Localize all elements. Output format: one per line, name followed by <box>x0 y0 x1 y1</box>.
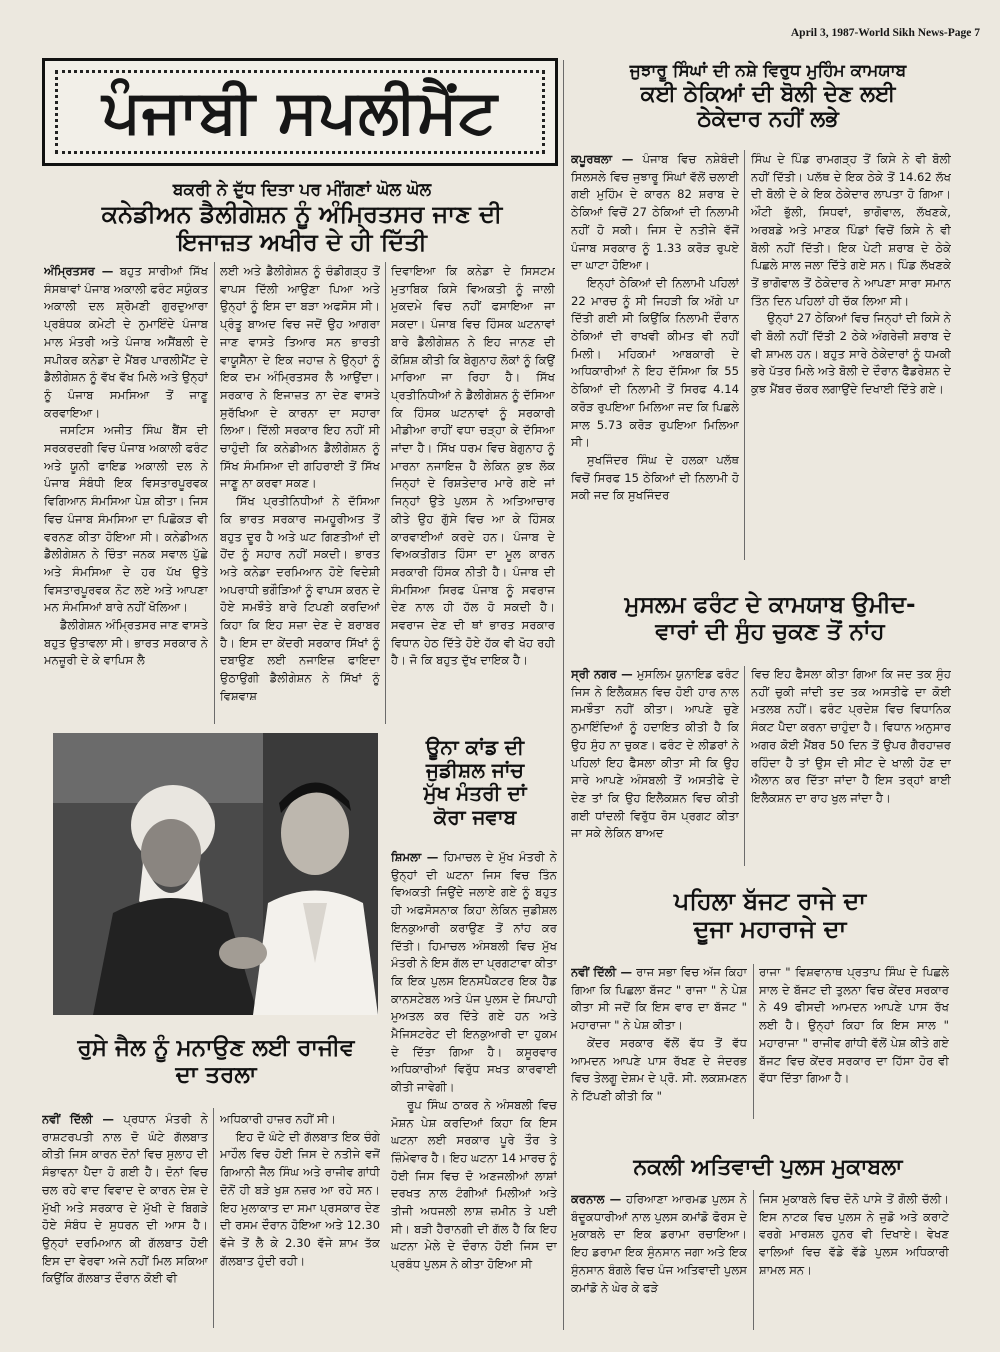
column-rule <box>744 666 745 866</box>
rajiv-headline <box>30 1035 402 1088</box>
delegation-column-1 <box>44 263 208 725</box>
contractors-column-2 <box>751 151 951 561</box>
paragraph: ਸੁਖਜਿੰਦਰ ਸਿੰਘ ਦੇ ਹਲਕਾ ਪਲੱਥ ਵਿਚੋਂ ਸਿਰਫ 15 ਠੇਕਿਆਂ ਦੀ ਨਿਲਾਮੀ ਹੋ ਸਕੀ ਜਦ ਕਿ ਸੁਖਜਿੰਦਰ <box>571 452 739 503</box>
face-shape <box>281 791 349 875</box>
muslim-front-column-2 <box>751 666 951 866</box>
budget-column-1 <box>571 964 747 1122</box>
paragraph: ਰਾਜਾ " ਵਿਸ਼ਵਾਨਾਥ ਪ੍ਰਤਾਪ ਸਿੰਘ ਦੇ ਪਿਛਲੇ ਸਾਲ ਦੇ ਬੱਜਟ ਦੀ ਤੁਲਨਾ ਵਿਚ ਕੇਂਦਰ ਸਰਕਾਰ ਨੇ 49 ਫੀਸਦੀ ਆਮਦਨ ਆਪਣੇ ਪਾਸ ਰੱਖ ਲਈ ਹੈ। ਉਨ੍ਹਾਂ ਕਿਹਾ ਕਿ ਇਸ ਸਾਲ " ਮਹਾਰਾਜਾ " ਰਾਜੀਵ ਗਾਂਧੀ ਵੱਲੋਂ ਪੇਸ਼ ਕੀਤੇ ਗਏ ਬੱਜਟ ਵਿਚ ਕੇਂਦਰ ਸਰਕਾਰ ਦਾ ਹਿੱਸਾ ਹੋਰ ਵੀ ਵੱਧਾ ਦਿੱਤਾ ਗਿਆ ਹੈ। <box>759 965 949 1086</box>
masthead-title: ਪੰਜਾਬੀ ਸਪਲੀਮੈਂਟ <box>102 77 498 147</box>
paragraph: ਇਹ ਦੋ ਘੰਟੇ ਦੀ ਗੱਲਬਾਤ ਇਕ ਚੰਗੇ ਮਾਹੌਲ ਵਿਚ ਹੋਈ ਜਿਸ ਦੇ ਨਤੀਜੇ ਵਜੋਂ ਗਿਆਨੀ ਜੈਲ ਸਿੰਘ ਅਤੇ ਰਾਜੀਵ ਗਾਂਧੀ ਦੋਨੋਂ ਹੀ ਬੜੇ ਖੁਸ਼ ਨਜ਼ਰ ਆ ਰਹੇ ਸਨ। ਇਹ ਮੁਲਾਕਾਤ ਦਾ ਸਮਾ ਪ੍ਰਸਕਾਰ ਦੇਣ ਦੀ ਰਸਮ ਦੌਰਾਨ ਹੋਇਆ ਅਤੇ 12.30 ਵੱਜੇ ਤੋਂ ਲੈ ਕੇ 2.30 ਵੱਜੇ ਸ਼ਾਮ ਤੱਕ ਗੱਲਬਾਤ ਹੁੰਦੀ ਰਹੀ। <box>220 1129 380 1268</box>
paragraph: ਅਧਿਕਾਰੀ ਹਾਜ਼ਰ ਨਹੀਂ ਸੀ। <box>220 1112 337 1126</box>
headline-line: ਕੋਰਾ ਜਵਾਬ <box>433 804 517 829</box>
headline-line: ਕਨੇਡੀਅਨ ਡੈਲੀਗੇਸ਼ਨ ਨੂੰ ਅੰਮ੍ਰਿਤਸਰ ਜਾਣ ਦੀ <box>101 199 503 228</box>
paragraph: ਰਾਜ ਸਭਾ ਵਿਚ ਅੱਜ ਕਿਹਾ ਗਿਆ ਕਿ ਪਿਛਲਾ ਬੱਜਟ " ਰਾਜਾ " ਨੇ ਪੇਸ਼ ਕੀਤਾ ਸੀ ਜਦੋਂ ਕਿ ਇਸ ਵਾਰ ਦਾ ਬੱਜਟ " ਮਹਾਰਾਜਾ " ਨੇ ਪੇਸ਼ ਕੀਤਾ। <box>571 965 747 1033</box>
paragraph: ਮੁਸਲਿਮ ਯੁਨਾਇਡ ਫਰੰਟ ਜਿਸ ਨੇ ਇਲੈਕਸ਼ਨ ਵਿਚ ਹੋਈ ਹਾਰ ਨਾਲ ਸਮਝੌਤਾ ਨਹੀਂ ਕੀਤਾ। ਆਪਣੇ ਚੁਣੇ ਨੁਮਾਇੰਦਿਆਂ ਨੂੰ ਹਦਾਇਤ ਕੀਤੀ ਹੈ ਕਿ ਉਹ ਸੁੰਹ ਨਾ ਚੁਕਣ। ਫਰੰਟ ਦੇ ਲੀਡਰਾਂ ਨੇ ਪਹਿਲਾਂ ਇਹ ਫੈਸਲਾ ਕੀਤਾ ਸੀ ਕਿ ਉਹ ਸਾਰੇ ਆਪਣੇ ਅੰਸਬਲੀ ਤੋਂ ਅਸਤੀਫੇ ਦੇ ਦੇਣ ਤਾਂ ਕਿ ਉਹ ਇਲੈਕਸ਼ਨ ਵਿਚ ਕੀਤੀ ਗਈ ਧਾਂਦਲੀ ਵਿਰੁੱਧ ਰੋਸ ਪ੍ਰਗਟ ਕੀਤਾ ਜਾ ਸਕੇ ਲੇਕਿਨ ਬਾਅਦ <box>571 667 739 841</box>
una-headline <box>387 736 563 829</box>
headline-line: ਜੁਡੀਸ਼ਲ ਜਾਂਚ <box>425 758 525 783</box>
encounter-headline <box>568 1155 968 1181</box>
dateline: ਕਪੂਰਥਲਾ — <box>571 152 634 166</box>
muslim-front-column-1 <box>571 666 739 866</box>
paragraph: ਹਰਿਆਣਾ ਆਰਮਡ ਪੁਲਸ ਨੇ ਬੰਦੂਕਧਾਰੀਆਂ ਨਾਲ ਪੁਲਸ ਕਮਾਂਡੋ ਫੋਰਸ ਦੇ ਮੁਕਾਬਲੇ ਦਾ ਇਕ ਡਰਾਮਾ ਰਚਾਇਆ। ਇਹ ਡਰਾਮਾ ਇਕ ਸੁੰਨਸਾਨ ਜਗਾ ਅਤੇ ਇਕ ਸੁੰਨਸਾਨ ਬੰਗਲੇ ਵਿਚ ਪੰਜ ਅਤਿਵਾਦੀ ਪੁਲਸ ਕਮਾਂਡੋ ਨੇ ਘੇਰ ਕੇ ਫੜੇ <box>571 1192 747 1295</box>
budget-column-2 <box>759 964 949 1122</box>
paragraph: ਪੰਜਾਬ ਵਿਚ ਨਸ਼ੇਬੰਦੀ ਸਿਲਸਲੇ ਵਿਚ ਜੁਝਾਰੂ ਸਿੰਘਾਂ ਵੱਲੋਂ ਚਲਾਈ ਗਈ ਮੁਹਿੰਮ ਦੇ ਕਾਰਨ 82 ਸ਼ਰਾਬ ਦੇ ਠੇਕਿਆਂ ਵਿਚੋਂ 27 ਠੇਕਿਆਂ ਦੀ ਨਿਲਾਮੀ ਨਹੀਂ ਹੋ ਸਕੀ। ਜਿਸ ਦੇ ਨਤੀਜੇ ਵੱਜੋਂ ਪੰਜਾਬ ਸਰਕਾਰ ਨੂੰ 1.33 ਕਰੋੜ ਰੁਪਏ ਦਾ ਘਾਟਾ ਹੋਇਆ। <box>571 152 739 273</box>
headline-line: ਜੁਝਾਰੂ ਸਿੰਘਾਂ ਦੀ ਨਸ਼ੇ ਵਿਰੁਧ ਮੁਹਿੰਮ ਕਾਮਯਾਬ <box>629 61 907 81</box>
paragraph: ਵਿਚ ਇਹ ਫੈਸਲਾ ਕੀਤਾ ਗਿਆ ਕਿ ਜਦ ਤਕ ਸੁੰਹ ਨਹੀਂ ਚੁਕੀ ਜਾਂਦੀ ਤਦ ਤਕ ਅਸਤੀਫੇ ਦਾ ਕੋਈ ਮਤਲਬ ਨਹੀਂ। ਫਰੰਟ ਪ੍ਰਦੇਸ਼ ਵਿਚ ਵਿਧਾਨਿਕ ਸੰਕਟ ਪੈਦਾ ਕਰਨਾ ਚਾਹੁੰਦਾ ਹੈ। ਵਿਧਾਨ ਅਨੁਸਾਰ ਅਗਰ ਕੋਈ ਮੈਂਬਰ 50 ਦਿਨ ਤੋਂ ਉਪਰ ਗੈਰਹਾਜ਼ਰ ਰਹਿੰਦਾ ਹੈ ਤਾਂ ਉਸ ਦੀ ਸੀਟ ਦੇ ਖਾਲੀ ਹੋਣ ਦਾ ਐਲਾਨ ਕਰ ਦਿੱਤਾ ਜਾਂਦਾ ਹੈ ਇਸ ਤਰ੍ਹਾਂ ਬਾਈ ਇਲੈਕਸ਼ਨ ਦਾ ਰਾਹ ਖੁਲ ਜਾਂਦਾ ਹੈ। <box>751 667 951 805</box>
page-folio: April 3, 1987-World Sikh News-Page 7 <box>790 27 980 39</box>
headline-line: ਦੂਜਾ ਮਹਾਰਾਜੇ ਦਾ <box>693 914 847 943</box>
column-rule <box>753 964 754 1119</box>
dateline: ਸ਼ਿਮਲਾ — <box>391 850 439 864</box>
headline-line: ਵਾਰਾਂ ਦੀ ਸੁੰਹ ਚੁਕਣ ਤੋਂ ਨਾਂਹ <box>655 618 885 645</box>
contractors-headline <box>570 62 966 133</box>
headline-line: ਪਹਿਲਾ ਬੱਜਟ ਰਾਜੇ ਦਾ <box>673 887 867 915</box>
paragraph: ਕੇਂਦਰ ਸਰਕਾਰ ਵੱਲੋਂ ਵੱਧ ਤੋਂ ਵੱਧ ਆਮਦਨ ਆਪਣੇ ਪਾਸ ਰੱਖਣ ਦੇ ਜੰਦਰਭ ਵਿਚ ਤੇਲਗੂ ਦੇਸ਼ਮ ਦੇ ਪ੍ਰੋ. ਸੀ. ਲਕਸ਼ਮਣਨ ਨੇ ਟਿੱਪਣੀ ਕੀਤੀ ਕਿ " <box>571 1035 747 1103</box>
dateline: ਨਵੀਂ ਦਿੱਲੀ — <box>571 965 633 979</box>
column-rule <box>385 262 386 724</box>
budget-headline <box>570 888 970 944</box>
dateline: ਸ੍ਰੀ ਨਗਰ — <box>571 667 633 681</box>
delegation-column-2 <box>220 263 380 725</box>
paragraph: ਬਹੁਤ ਸਾਰੀਆਂ ਸਿੱਖ ਸੰਸਥਾਵਾਂ ਪੰਜਾਬ ਅਕਾਲੀ ਫਰੰਟ ਸਯੁੰਕਤ ਅਕਾਲੀ ਦਲ ਸ਼੍ਰੋਮਣੀ ਗੁਰਦੁਆਰਾ ਪ੍ਰਬੰਧਕ ਕਮੇਟੀ ਦੇ ਨੁਮਾਇੰਦੇ ਪੰਜਾਬ ਮਾਲ ਮੰਤਰੀ ਅਤੇ ਪੰਜਾਬ ਅਸੈਂਬਲੀ ਦੇ ਸਪੀਕਰ ਕਨੇਡਾ ਦੇ ਮੈਂਬਰ ਪਾਰਲੀਮੈਂਟ ਦੇ ਡੈਲੀਗੇਸ਼ਨ ਨੂੰ ਵੱਖ ਵੱਖ ਮਿਲੇ ਅਤੇ ਉਨ੍ਹਾਂ ਨੂੰ ਪੰਜਾਬ ਸਮਸਿਆ ਤੋਂ ਜਾਣੂ ਕਰਵਾਇਆ। <box>44 264 208 420</box>
headline-line: ਰੁਸੇ ਜੈਲ ਨੂੰ ਮਨਾਉਣ ਲਈ ਰਾਜੀਵ <box>77 1035 355 1061</box>
headline-line: ਦਾ ਤਰਲਾ <box>175 1061 257 1088</box>
dateline: ਅੰਮ੍ਰਿਤਸਰ — <box>44 264 114 278</box>
paragraph: ਦਿਵਾਇਆ ਕਿ ਕਨੇਡਾ ਦੇ ਸਿਸਟਮ ਮੁਤਾਬਿਕ ਕਿਸੇ ਵਿਅਕਤੀ ਨੂੰ ਜਾਲੀ ਮੁਕਦਮੇ ਵਿਚ ਨਹੀਂ ਫਸਾਇਆ ਜਾ ਸਕਦਾ। ਪੰਜਾਬ ਵਿਚ ਹਿੰਸਕ ਘਟਨਾਵਾਂ ਬਾਰੇ ਡੈਲੀਗੇਸ਼ਨ ਨੇ ਇਹ ਜਾਨਣ ਦੀ ਕੋਸ਼ਿਸ਼ ਕੀਤੀ ਕਿ ਬੇਗੁਨਾਹ ਲੋਕਾਂ ਨੂੰ ਕਿਉਂ ਮਾਰਿਆ ਜਾ ਰਿਹਾ ਹੈ। ਸਿੱਖ ਪ੍ਰਤੀਨਿਧੀਆਂ ਨੇ ਡੈਲੀਗੇਸ਼ਨ ਨੂੰ ਦੱਸਿਆ ਕਿ ਹਿੰਸਕ ਘਟਨਾਵਾਂ ਨੂੰ ਸਰਕਾਰੀ ਮੀਡੀਆ ਰਾਹੀਂ ਵਧਾ ਚੜ੍ਹਾ ਕੇ ਦੱਸਿਆ ਜਾਂਦਾ ਹੈ। ਸਿੱਖ ਧਰਮ ਵਿਚ ਬੇਗੁਨਾਹ ਨੂੰ ਮਾਰਨਾ ਨਜਾਇਜ਼ ਹੈ ਲੇਕਿਨ ਕੁਝ ਲੋਕ ਜਿਨ੍ਹਾਂ ਦੇ ਰਿਸ਼ਤੇਦਾਰ ਮਾਰੇ ਗਏ ਜਾਂ ਜਿਨ੍ਹਾਂ ਉਤੇ ਪੁਲਸ ਨੇ ਅਤਿਆਚਾਰ ਕੀਤੇ ਉਹ ਗੁੱਸੇ ਵਿਚ ਆ ਕੇ ਹਿੰਸਕ ਕਾਰਵਾਈਆਂ ਕਰਦੇ ਹਨ। ਪੰਜਾਬ ਦੇ ਵਿਅਕਤੀਗਤ ਹਿੰਸਾ ਦਾ ਮੂਲ ਕਾਰਨ ਸਰਕਾਰੀ ਹਿੰਸਕ ਨੀਤੀ ਹੈ। ਪੰਜਾਬ ਦੀ ਸੰਮਸਿਆ ਸਿਰਫ ਪੰਜਾਬ ਨੂੰ ਸਵਰਾਜ ਦੇਣ ਨਾਲ ਹੀ ਹੱਲ ਹੋ ਸਕਦੀ ਹੈ। ਸਵਰਾਜ ਦੇਣ ਦੀ ਥਾਂ ਭਾਰਤ ਸਰਕਾਰ ਵਿਧਾਨ ਹੇਠ ਦਿੱਤੇ ਹੋਏ ਹੱਕ ਵੀ ਖੋਹ ਰਹੀ ਹੈ। ਜੋ ਕਿ ਬਹੁਤ ਦੁੱਖ ਦਾਇਕ ਹੈ। <box>391 264 555 668</box>
photo-graphic <box>53 733 378 1015</box>
headline-line: ਮੁਸਲਮ ਫਰੰਟ ਦੇ ਕਾਮਯਾਬ ਉਮੀਦ- <box>624 592 916 618</box>
masthead-border <box>55 70 545 154</box>
headline-line: ਇਜਾਜ਼ਤ ਅਖੀਰ ਦੇ ਹੀ ਦਿੱਤੀ <box>177 227 427 256</box>
column-rule <box>744 150 745 560</box>
muslim-front-headline <box>570 592 970 645</box>
paragraph: ਜਿਸ ਮੁਕਾਬਲੇ ਵਿਚ ਦੋਨੋ ਪਾਸੇ ਤੋਂ ਗੋਲੀ ਚੱਲੀ। ਇਸ ਨਾਟਕ ਵਿਚ ਪੁਲਸ ਨੇ ਜੁਡੋ ਅਤੇ ਕਰਾਟੇ ਵਰਗੇ ਮਾਰਸ਼ਲ ਹੁਨਰ ਵੀ ਦਿਖਾਏ। ਵੇਖਣ ਵਾਲਿਆਂ ਵਿਚ ਵੱਡੇ ਵੱਡੇ ਪੁਲਸ ਅਧਿਕਾਰੀ ਸ਼ਾਮਲ ਸਨ। <box>759 1192 949 1277</box>
paragraph: ਲਈ ਅਤੇ ਡੈਲੀਗੇਸ਼ਨ ਨੂੰ ਚੰਡੀਗੜ੍ਹ ਤੋਂ ਵਾਪਸ ਦਿੱਲੀ ਆਉਣਾ ਪਿਆ ਅਤੇ ਉਨ੍ਹਾਂ ਨੂੰ ਇਸ ਦਾ ਬੜਾ ਅਫਸੋਸ ਸੀ। ਪ੍ਰੰਤੂ ਬਾਅਦ ਵਿਚ ਜਦੋਂ ਉਹ ਆਗਰਾ ਜਾਣ ਵਾਸਤੇ ਤਿਆਰ ਸਨ ਭਾਰਤੀ ਵਾਯੂਸੈਨਾ ਦੇ ਇਕ ਜਹਾਜ਼ ਨੇ ਉਨ੍ਹਾਂ ਨੂੰ ਇਕ ਦਮ ਅੰਮ੍ਰਿਤਸਰ ਲੈ ਆਉਂਦਾ। ਸਰਕਾਰ ਨੇ ਇਜਾਜ਼ਤ ਨਾ ਦੇਣ ਵਾਸਤੇ ਸੁਰੱਖਿਆ ਦੇ ਕਾਰਨਾ ਦਾ ਸਹਾਰਾ ਲਿਆ। ਦਿੱਲੀ ਸਰਕਾਰ ਇਹ ਨਹੀਂ ਸੀ ਚਾਹੁੰਦੀ ਕਿ ਕਨੇਡੀਅਨ ਡੈਲੀਗੇਸ਼ਨ ਨੂੰ ਸਿੱਖ ਸੰਮਸਿਆ ਦੀ ਗਹਿਰਾਈ ਤੋਂ ਸਿੱਖ ਜਾਣੂ ਨਾ ਕਰਵਾ ਸਕਣ। <box>220 264 380 491</box>
masthead <box>42 58 558 166</box>
paragraph: ਜਸਟਿਸ ਅਜੀਤ ਸਿੰਘ ਬੈਂਸ ਦੀ ਸਰਕਰਦਗੀ ਵਿਚ ਪੰਜਾਬ ਅਕਾਲੀ ਫਰੰਟ ਅਤੇ ਯੂਨੀ ਫਾਇਡ ਅਕਾਲੀ ਦਲ ਨੇ ਪੰਜਾਬ ਸੰਬੰਧੀ ਇਕ ਵਿਸਤਾਰਪੂਰਵਕ ਵਿਗਿਆਨ ਸੰਮਸਿਆ ਪੇਸ਼ ਕੀਤਾ। ਜਿਸ ਵਿਚ ਪੰਜਾਬ ਸੰਮਸਿਆ ਦਾ ਪਿਛੋਕੜ ਵੀ ਵਰਨਣ ਕੀਤਾ ਹੋਇਆ ਸੀ। ਕਨੇਡੀਅਨ ਡੈਲੀਗੇਸ਼ਨ ਨੇ ਚਿੰਤਾ ਜਨਕ ਸਵਾਲ ਪੁੱਛੇ ਅਤੇ ਸੰਮਸਿਆ ਦੇ ਹਰ ਪੱਖ ਉਤੇ ਵਿਸਤਾਰਪੂਰਵਕ ਨੋਟ ਲਏ ਅਤੇ ਆਪਣਾ ਮਨ ਸੰਮਸਿਆਂ ਬਾਰੇ ਨਹੀਂ ਖੋਲਿਆ। <box>44 423 208 615</box>
rajiv-column-2 <box>220 1111 380 1333</box>
news-photo <box>53 733 378 1015</box>
headline-line: ਮੁੱਖ ਮੰਤਰੀ ਦਾਂ <box>423 781 527 806</box>
headline-line: ਕਈ ਠੇਕਿਆਂ ਦੀ ਬੋਲੀ ਦੇਣ ਲਈ <box>640 81 896 107</box>
encounter-column-1 <box>571 1191 747 1333</box>
paragraph: ਹਿਮਾਚਲ ਦੇ ਮੁੱਖ ਮੰਤਰੀ ਨੇ ਉਨ੍ਹਾਂ ਦੀ ਘਟਨਾ ਜਿਸ ਵਿਚ ਤਿੰਨ ਵਿਅਕਤੀ ਜਿਉਂਦੇ ਜਲਾਏ ਗਏ ਨੂੰ ਬਹੁਤ ਹੀ ਅਫਸੋਸਨਾਕ ਕਿਹਾ ਲੇਕਿਨ ਜੁਡੀਸ਼ਲ ਇਨਕੁਆਰੀ ਕਰਾਉਣ ਤੋਂ ਨਾਂਹ ਕਰ ਦਿੱਤੀ। ਹਿਮਾਚਲ ਅੰਸਬਲੀ ਵਿਚ ਮੁੱਖ ਮੰਤਰੀ ਨੇ ਇਸ ਗੱਲ ਦਾ ਪ੍ਰਗਟਾਵਾ ਕੀਤਾ ਕਿ ਇਕ ਪੁਲਸ ਇਨਸਪੈਕਟਰ ਇਕ ਹੈਡ ਕਾਨਸਟੇਬਲ ਅਤੇ ਪੰਜ ਪੁਲਸ ਦੇ ਸਿਪਾਹੀ ਮੁਅਤਲ ਕਰ ਦਿੱਤੇ ਗਏ ਹਨ ਅਤੇ ਮੈਜਿਸਟਰੇਟ ਦੀ ਇਨਕੁਆਰੀ ਦਾ ਹੁਕਮ ਦੇ ਦਿੱਤਾ ਗਿਆ ਹੈ। ਕਸੂਰਵਾਰ ਅਧਿਕਾਰੀਆਂ ਵਿਰੁੱਧ ਸਖਤ ਕਾਰਵਾਈ ਕੀਤੀ ਜਾਵੇਗੀ। <box>391 850 557 1095</box>
column-rule <box>563 60 564 1330</box>
rajiv-column-1 <box>42 1111 208 1333</box>
headline-line: ਨਕਲੀ ਅਤਿਵਾਦੀ ਪੁਲਸ ਮੁਕਾਬਲਾ <box>633 1155 903 1180</box>
delegation-column-3 <box>391 263 555 725</box>
headline-line: ਬਕਰੀ ਨੇ ਦੁੱਧ ਦਿਤਾ ਪਰ ਮੀਂਗਣਾਂ ਘੋਲ ਘੋਲ <box>172 180 432 200</box>
paragraph: ਡੈਲੀਗੇਸ਼ਨ ਅੰਮ੍ਰਿਤਸਰ ਜਾਣ ਵਾਸਤੇ ਬਹੁਤ ਉਤਾਵਲਾ ਸੀ। ਭਾਰਤ ਸਰਕਾਰ ਨੇ ਮਨਜ਼ੂਰੀ ਦੇ ਕੇ ਵਾਪਿਸ ਲੈ <box>44 618 208 668</box>
paragraph: ਪ੍ਰਧਾਨ ਮੰਤਰੀ ਨੇ ਰਾਸ਼ਟਰਪਤੀ ਨਾਲ ਦੋ ਘੰਟੇ ਗੱਲਬਾਤ ਕੀਤੀ ਜਿਸ ਕਾਰਨ ਦੋਨਾਂ ਵਿਚ ਸੁਲਾਹ ਦੀ ਸੰਭਾਵਨਾ ਪੈਦਾ ਹੋ ਗਈ ਹੈ। ਦੋਨਾਂ ਵਿਚ ਚਲ ਰਹੇ ਵਾਦ ਵਿਵਾਦ ਦੇ ਕਾਰਨ ਦੇਸ਼ ਦੇ ਮੁੱਖੀ ਅਤੇ ਸਰਕਾਰ ਦੇ ਮੁੱਖੀ ਦੇ ਬਿਗੜੇ ਹੋਏ ਸੰਬੰਧ ਦੇ ਸੁਧਰਨ ਦੀ ਆਸ ਹੈ। ਉਨ੍ਹਾਂ ਦਰਮਿਆਨ ਕੀ ਗੱਲਬਾਤ ਹੋਈ ਇਸ ਦਾ ਵੇਰਵਾ ਅਜੇ ਨਹੀਂ ਮਿਲ ਸਕਿਆ ਕਿਉਂਕਿ ਗੱਲਬਾਤ ਦੌਰਾਨ ਕੋਈ ਵੀ <box>42 1112 208 1286</box>
column-rule <box>753 1190 754 1330</box>
headline-line: ਊਨਾ ਕਾਂਡ ਦੀ <box>425 735 525 759</box>
dateline: ਨਵੀਂ ਦਿੱਲੀ — <box>42 1112 115 1126</box>
paragraph: ਰੂਪ ਸਿੰਘ ਠਾਕਰ ਨੇ ਅੰਸਬਲੀ ਵਿਚ ਮੋਸ਼ਨ ਪੇਸ਼ ਕਰਦਿਆਂ ਕਿਹਾ ਕਿ ਇਸ ਘਟਨਾ ਲਈ ਸਰਕਾਰ ਪੂਰੇ ਤੌਰ ਤੇ ਜ਼ਿੰਮੇਵਾਰ ਹੈ। ਇਹ ਘਟਨਾ 14 ਮਾਰਚ ਨੂੰ ਹੋਈ ਜਿਸ ਵਿਚ ਦੋ ਅਣਜਲੀਆਂ ਲਾਸ਼ਾਂ ਦਰਖਤ ਨਾਲ ਟੰਗੀਆਂ ਮਿਲੀਆਂ ਅਤੇ ਤੀਜੀ ਅਧਜਲੀ ਲਾਸ਼ ਜ਼ਮੀਨ ਤੇ ਪਈ ਸੀ। ਬੜੀ ਹੈਰਾਨਗੀ ਦੀ ਗੱਲ ਹੈ ਕਿ ਇਹ ਘਟਨਾ ਮੇਲੇ ਦੇ ਦੌਰਾਨ ਹੋਈ ਜਿਸ ਦਾ ਪ੍ਰਬੰਧ ਪੁਲਸ ਨੇ ਕੀਤਾ ਹੋਇਆ ਸੀ <box>391 1097 557 1272</box>
delegation-headline <box>42 181 562 256</box>
encounter-column-2 <box>759 1191 949 1333</box>
column-rule <box>214 262 215 724</box>
headline-line: ਠੇਕੇਦਾਰ ਨਹੀਂ ਲਭੇ <box>697 107 839 133</box>
una-column-1 <box>391 849 557 1334</box>
dateline: ਕਰਨਾਲ — <box>571 1192 622 1206</box>
paragraph: ਇਨ੍ਹਾਂ ਠੇਕਿਆਂ ਦੀ ਨਿਲਾਮੀ ਪਹਿਲਾਂ 22 ਮਾਰਚ ਨੂੰ ਸੀ ਜਿਹੜੀ ਕਿ ਅੱਗੇ ਪਾ ਦਿੱਤੀ ਗਈ ਸੀ ਕਿਉਂਕਿ ਨਿਲਾਮੀ ਦੌਰਾਨ ਠੇਕਿਆਂ ਦੀ ਰਾਖਵੀ ਕੀਮਤ ਵੀ ਨਹੀਂ ਮਿਲੀ। ਮਹਿਕਮਾਂ ਆਬਕਾਰੀ ਦੇ ਅਧਿਕਾਰੀਆਂ ਨੇ ਇਹ ਦੱਸਿਆ ਕਿ 55 ਠੇਕਿਆਂ ਦੀ ਨਿਲਾਮੀ ਤੋਂ ਸਿਰਫ 4.14 ਕਰੋੜ ਰੁਪਇਆ ਮਿਲਿਆ ਜਦ ਕਿ ਪਿਛਲੇ ਸਾਲ 5.73 ਕਰੋੜ ਰੁਪਇਆ ਮਿਲਿਆ ਸੀ। <box>571 275 739 450</box>
paragraph: ਸਿੱਖ ਪ੍ਰਤੀਨਿਧੀਆਂ ਨੇ ਦੱਸਿਆ ਕਿ ਭਾਰਤ ਸਰਕਾਰ ਜਮਹੂਰੀਅਤ ਤੋਂ ਬਹੁਤ ਦੂਰ ਹੈ ਅਤੇ ਘਟ ਗਿਣਤੀਆਂ ਦੀ ਹੋਂਦ ਨੂੰ ਸਹਾਰ ਨਹੀਂ ਸਕਦੀ। ਭਾਰਤ ਅਤੇ ਕਨੇਡਾ ਦਰਮਿਆਨ ਹੋਏ ਵਿਦੇਸ਼ੀ ਅਪਰਾਧੀ ਭਗੌੜਿਆਂ ਨੂੰ ਵਾਪਸ ਕਰਨ ਦੇ ਹੋਏ ਸਮਝੌਤੇ ਬਾਰੇ ਟਿਪਣੀ ਕਰਦਿਆਂ ਕਿਹਾ ਕਿ ਇਹ ਸਜ਼ਾ ਦੇਣ ਦੇ ਬਰਾਬਰ ਹੈ। ਇਸ ਦਾ ਕੇਂਦਰੀ ਸਰਕਾਰ ਸਿੱਖਾਂ ਨੂੰ ਦਬਾਉਣ ਲਈ ਨਜਾਇਜ਼ ਫਾਇਦਾ ਉਠਾਉਗੀ ਡੈਲੀਗੇਸ਼ਨ ਨੇ ਸਿੱਖਾਂ ਨੂੰ ਵਿਸ਼ਵਾਸ਼ <box>220 494 380 703</box>
contractors-column-1 <box>571 151 739 561</box>
column-rule <box>213 1108 214 1328</box>
paragraph: ਸਿੰਘ ਦੇ ਪਿੰਡ ਰਾਮਗੜ੍ਹ ਤੋਂ ਕਿਸੇ ਨੇ ਵੀ ਬੋਲੀ ਨਹੀਂ ਦਿੱਤੀ। ਪਲੱਥ ਦੇ ਇਕ ਠੇਕੇ ਤੋਂ 14.62 ਲੱਖ ਦੀ ਬੋਲੀ ਦੇ ਕੇ ਇਕ ਠੇਕੇਦਾਰ ਲਾਪਤਾ ਹੋ ਗਿਆ। ਔਟੀ ਭੁੱਲੀ, ਸਿਧਵਾਂ, ਭਾਗੋਵਾਲ, ਲੱਖਣਕੇ, ਅਰਬਡੇ ਅਤੇ ਮਾਣਕ ਪਿੰਡਾਂ ਵਿਚੋਂ ਕਿਸੇ ਨੇ ਵੀ ਬੋਲੀ ਨਹੀਂ ਦਿੱਤੀ। ਇਕ ਪੇਟੀ ਸ਼ਰਾਬ ਦੇ ਠੇਕੇ ਪਿਛਲੇ ਸਾਲ ਜਲਾ ਦਿੱਤੇ ਗਏ ਸਨ। ਪਿੰਡ ਲੱਖਣਕੇ ਤੋਂ ਭਾਗੋਵਾਲ ਤੋਂ ਠੇਕੇਦਾਰ ਨੇ ਆਪਣਾ ਸਾਰਾ ਸਮਾਨ ਤਿੰਨ ਦਿਨ ਪਹਿਲਾਂ ਹੀ ਚੱਕ ਲਿਆ ਸੀ। <box>751 152 951 308</box>
paragraph: ਉਨ੍ਹਾਂ 27 ਠੇਕਿਆਂ ਵਿਚ ਜਿਨ੍ਹਾਂ ਦੀ ਕਿਸੇ ਨੇ ਵੀ ਬੋਲੀ ਨਹੀਂ ਦਿੱਤੀ 2 ਠੇਕੇ ਅੰਗਰੇਜ਼ੀ ਸ਼ਰਾਬ ਦੇ ਵੀ ਸ਼ਾਮਲ ਹਨ। ਬਹੁਤ ਸਾਰੇ ਠੇਕੇਦਾਰਾਂ ਨੂੰ ਧਮਕੀ ਭਰੇ ਪੱਤਰ ਮਿਲੇ ਅਤੇ ਬੋਲੀ ਦੇ ਦੌਰਾਨ ਫੈਡਰੇਸ਼ਨ ਦੇ ਕੁਝ ਮੈਂਬਰ ਚੱਕਰ ਲਗਾਉਂਦੇ ਦਿਖਾਈ ਦਿੱਤੇ ਗਏ। <box>751 311 951 397</box>
